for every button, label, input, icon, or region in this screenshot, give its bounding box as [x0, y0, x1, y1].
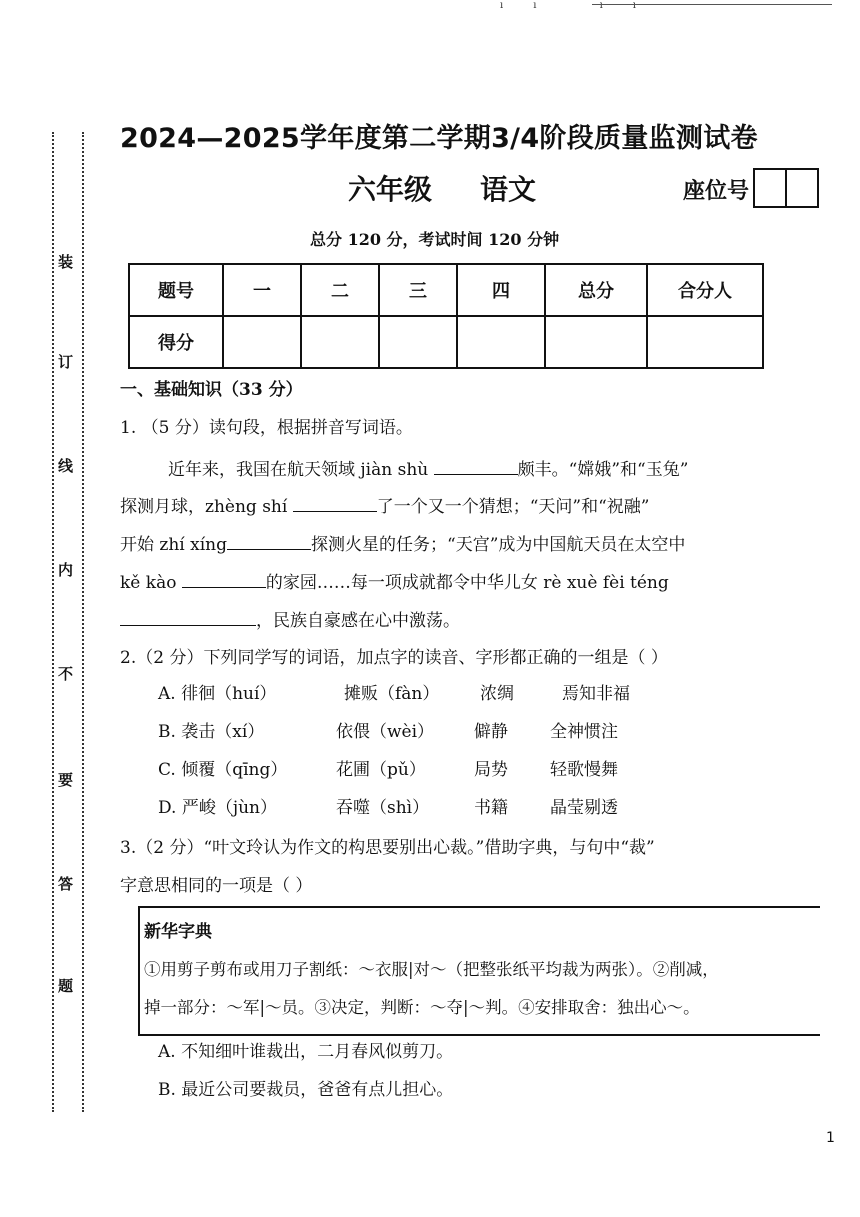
question-1-line [120, 493, 649, 519]
binding-dotted-line [52, 132, 54, 1112]
option-word: C. 倾覆（qīng） [158, 760, 288, 780]
option-word: 僻静 [474, 722, 508, 742]
passage-text: 了一个又一个猜想；“天问”和“祝融” [376, 497, 650, 517]
passage-text: kě kào [120, 573, 182, 593]
binding-char: 订 [58, 353, 74, 371]
question-1-line [120, 607, 460, 633]
dictionary-title: 新华字典 [144, 922, 212, 942]
table-cell: 二 [301, 264, 379, 316]
answer-blank[interactable] [227, 531, 311, 550]
option-word: 浓绸 [480, 684, 514, 704]
binding-dotted-line [82, 132, 84, 1112]
question-1-line [120, 569, 669, 595]
score-table [128, 263, 764, 369]
score-table-score-row [129, 316, 763, 368]
seat-label: 座位号 [683, 179, 750, 204]
option-d[interactable] [158, 796, 618, 820]
binding-char: 线 [58, 457, 74, 475]
seat-number-boxes[interactable] [755, 168, 819, 208]
binding-char: 要 [58, 771, 74, 789]
table-cell: 题号 [129, 264, 223, 316]
table-cell: 得分 [129, 316, 223, 368]
score-entry-cell[interactable] [223, 316, 301, 368]
option-c[interactable] [158, 758, 618, 782]
binding-strip [46, 132, 86, 1112]
page-number: 1 [826, 1130, 835, 1146]
score-entry-cell[interactable] [457, 316, 545, 368]
scan-marks: ıı ıı [500, 0, 666, 11]
score-entry-cell[interactable] [647, 316, 763, 368]
option-a[interactable] [158, 682, 630, 706]
option-word: 晶莹剔透 [550, 798, 618, 818]
answer-blank[interactable] [182, 569, 266, 588]
exam-subtitle [348, 168, 536, 208]
dictionary-entry: ①用剪子剪布或用刀子割纸：～衣服|对～（把整张纸平均裁为两张）。②削减， [144, 960, 719, 979]
passage-text: ，民族自豪感在心中激荡。 [256, 611, 460, 631]
passage-text: 探测火星的任务；“天宫”成为中国航天员在太空中 [311, 535, 686, 555]
option-word: 局势 [474, 760, 508, 780]
option-word: A. 徘徊（huí） [158, 684, 277, 704]
option-word: 摊贩（fàn） [344, 684, 440, 704]
score-info: 总分 120 分，考试时间 120 分钟 [310, 230, 560, 249]
table-cell: 合分人 [647, 264, 763, 316]
table-cell: 一 [223, 264, 301, 316]
score-table-header-row [129, 264, 763, 316]
binding-char: 装 [58, 253, 74, 271]
option-word: 轻歌慢舞 [550, 760, 618, 780]
binding-char: 题 [58, 977, 74, 995]
passage-text: 的家园……每一项成就都令中华儿女 rè xuè fèi téng [265, 573, 669, 593]
question-3-stem: 字意思相同的一项是（ ） [120, 876, 313, 896]
option-word: D. 严峻（jùn） [158, 798, 277, 818]
question-1-line [120, 531, 685, 557]
grade-label: 六年级 [348, 173, 433, 206]
option-word: B. 袭击（xí） [158, 722, 265, 742]
dictionary-box [138, 906, 820, 1036]
option-word: 书籍 [474, 798, 508, 818]
question-2-stem: 2.（2 分）下列同学写的词语，加点字的读音、字形都正确的一组是（ ） [120, 648, 668, 668]
option-word: 焉知非福 [562, 684, 630, 704]
binding-char: 答 [58, 875, 74, 893]
score-entry-cell[interactable] [545, 316, 647, 368]
option-word: 依偎（wèi） [336, 722, 435, 742]
binding-char: 内 [58, 561, 74, 579]
option-b[interactable]: B. 最近公司要裁员，爸爸有点儿担心。 [158, 1080, 454, 1100]
seat-box[interactable] [753, 168, 787, 208]
answer-blank[interactable] [434, 456, 518, 475]
option-word: 花圃（pǔ） [336, 760, 426, 780]
table-cell: 四 [457, 264, 545, 316]
question-3-stem: 3.（2 分）“叶文玲认为作文的构思要别出心裁。”借助字典，与句中“裁” [120, 838, 655, 858]
passage-text: 颇丰。“嫦娥”和“玉兔” [517, 460, 689, 480]
question-1-stem: 1. （5 分）读句段，根据拼音写词语。 [120, 418, 413, 438]
seat-box[interactable] [785, 168, 819, 208]
score-entry-cell[interactable] [379, 316, 457, 368]
question-1-line [168, 456, 688, 482]
passage-text: 近年来，我国在航天领域 jiàn shù [168, 460, 434, 480]
option-b[interactable] [158, 720, 618, 744]
option-word: 全神惯注 [550, 722, 618, 742]
answer-blank[interactable] [120, 607, 256, 626]
binding-char: 不 [58, 665, 74, 683]
table-cell: 三 [379, 264, 457, 316]
passage-text: 开始 zhí xíng [120, 535, 228, 555]
passage-text: 探测月球，zhèng shí [120, 497, 293, 517]
score-entry-cell[interactable] [301, 316, 379, 368]
table-cell: 总分 [545, 264, 647, 316]
dictionary-entry: 掉一部分：～军|～员。③决定，判断：～夺|～判。④安排取舍：独出心～。 [144, 998, 700, 1017]
subject-label: 语文 [480, 173, 537, 206]
option-a[interactable]: A. 不知细叶谁裁出，二月春风似剪刀。 [158, 1042, 454, 1062]
top-edge-line [592, 4, 832, 5]
answer-blank[interactable] [293, 493, 377, 512]
option-word: 吞噬（shì） [336, 798, 430, 818]
exam-title: 2024—2025学年度第二学期3/4阶段质量监测试卷 [120, 123, 758, 154]
section-heading: 一、基础知识（33 分） [120, 380, 303, 400]
